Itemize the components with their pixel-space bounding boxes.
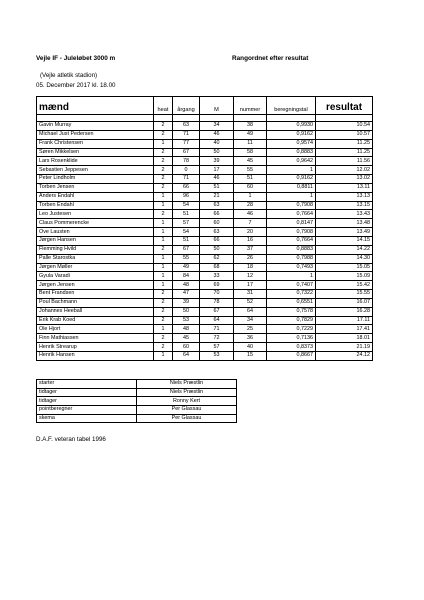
age-factor-cell: 0,7578 bbox=[267, 307, 316, 316]
age-factor-cell: 0,8667 bbox=[267, 351, 316, 360]
birth-year-cell: 71 bbox=[173, 175, 200, 184]
result-time-cell: 15.42 bbox=[316, 281, 373, 290]
result-row bbox=[37, 175, 373, 184]
athlete-name-cell: Lars Rosenklide bbox=[37, 157, 154, 166]
athlete-name-cell: Henrik Hansen bbox=[37, 351, 154, 360]
result-row bbox=[37, 157, 373, 166]
heat-cell: 2 bbox=[154, 122, 173, 131]
heat-cell: 1 bbox=[154, 281, 173, 290]
age-m-cell: 66 bbox=[200, 210, 234, 219]
result-time-cell: 15.05 bbox=[316, 263, 373, 272]
heat-cell: 2 bbox=[154, 148, 173, 157]
age-factor-cell: 0,6551 bbox=[267, 298, 316, 307]
result-row bbox=[37, 148, 373, 157]
athlete-name-cell: Palle Starostka bbox=[37, 254, 154, 263]
athlete-name-cell: Ove Lausten bbox=[37, 228, 154, 237]
official-row bbox=[37, 388, 237, 397]
birth-year-cell: 51 bbox=[173, 236, 200, 245]
athlete-name-cell: Flemming Hvild bbox=[37, 245, 154, 254]
heat-cell: 1 bbox=[154, 219, 173, 228]
bib-number-cell: 34 bbox=[234, 316, 267, 325]
officials-table bbox=[36, 379, 237, 423]
officials-body bbox=[37, 380, 237, 423]
result-time-cell: 13.43 bbox=[316, 210, 373, 219]
result-time-cell: 13.13 bbox=[316, 192, 373, 201]
birth-year-cell: 53 bbox=[173, 316, 200, 325]
result-time-cell: 15.55 bbox=[316, 290, 373, 299]
result-row bbox=[37, 139, 373, 148]
athlete-name-cell: Gavin Murray bbox=[37, 122, 154, 131]
heat-cell: 1 bbox=[154, 236, 173, 245]
date-time-text: 05. December 2017 kl. 18.00 bbox=[36, 82, 116, 89]
athlete-name-cell: Anders Endahl bbox=[37, 192, 154, 201]
age-factor-cell: 0,7988 bbox=[267, 254, 316, 263]
heat-cell: 2 bbox=[154, 290, 173, 299]
heat-cell: 2 bbox=[154, 166, 173, 175]
age-factor-cell: 0,9642 bbox=[267, 157, 316, 166]
official-row bbox=[37, 414, 237, 423]
age-m-cell: 68 bbox=[200, 263, 234, 272]
result-row bbox=[37, 281, 373, 290]
age-m-cell: 46 bbox=[200, 130, 234, 139]
bib-number-cell: 20 bbox=[234, 228, 267, 237]
age-factor-cell: 0,8811 bbox=[267, 183, 316, 192]
result-time-cell: 11.56 bbox=[316, 157, 373, 166]
result-row bbox=[37, 316, 373, 325]
athlete-name-cell: Sebastien Jeppesen bbox=[37, 166, 154, 175]
age-m-cell: 39 bbox=[200, 157, 234, 166]
birth-year-cell: 51 bbox=[173, 210, 200, 219]
result-row bbox=[37, 263, 373, 272]
col-header-heat: heat bbox=[154, 97, 173, 115]
heat-cell: 1 bbox=[154, 272, 173, 281]
birth-year-cell: 55 bbox=[173, 254, 200, 263]
venue-text: (Vejle atletik stadion) bbox=[40, 72, 98, 79]
heat-cell: 2 bbox=[154, 130, 173, 139]
age-m-cell: 57 bbox=[200, 343, 234, 352]
heat-cell: 2 bbox=[154, 307, 173, 316]
age-factor-cell: 1 bbox=[267, 192, 316, 201]
age-m-cell: 50 bbox=[200, 245, 234, 254]
result-row bbox=[37, 351, 373, 360]
bib-number-cell: 49 bbox=[234, 130, 267, 139]
age-factor-cell: 0,7407 bbox=[267, 281, 316, 290]
bib-number-cell: 12 bbox=[234, 272, 267, 281]
birth-year-cell: 84 bbox=[173, 272, 200, 281]
age-factor-cell: 0,7829 bbox=[267, 316, 316, 325]
age-m-cell: 64 bbox=[200, 316, 234, 325]
bib-number-cell: 55 bbox=[234, 166, 267, 175]
result-row bbox=[37, 343, 373, 352]
heat-cell: 2 bbox=[154, 298, 173, 307]
results-header-row bbox=[37, 97, 373, 115]
bib-number-cell: 64 bbox=[234, 307, 267, 316]
age-m-cell: 17 bbox=[200, 166, 234, 175]
birth-year-cell: 49 bbox=[173, 263, 200, 272]
col-header-number: nummer bbox=[234, 97, 267, 115]
results-body bbox=[37, 115, 373, 361]
result-time-cell: 14.15 bbox=[316, 236, 373, 245]
age-factor-cell: 0,7908 bbox=[267, 201, 316, 210]
result-row bbox=[37, 236, 373, 245]
col-header-m: M bbox=[200, 97, 234, 115]
athlete-name-cell: Finn Mathiassen bbox=[37, 334, 154, 343]
birth-year-cell: 78 bbox=[173, 157, 200, 166]
results-table bbox=[36, 96, 373, 361]
age-factor-cell: 0,7322 bbox=[267, 290, 316, 299]
result-time-cell: 16.07 bbox=[316, 298, 373, 307]
age-m-cell: 67 bbox=[200, 307, 234, 316]
result-row bbox=[37, 122, 373, 131]
heat-cell: 2 bbox=[154, 316, 173, 325]
birth-year-cell: 77 bbox=[173, 139, 200, 148]
age-m-cell: 69 bbox=[200, 281, 234, 290]
age-m-cell: 53 bbox=[200, 351, 234, 360]
athlete-name-cell: Jørgen Møller bbox=[37, 263, 154, 272]
bib-number-cell: 52 bbox=[234, 298, 267, 307]
result-time-cell: 14.30 bbox=[316, 254, 373, 263]
result-row bbox=[37, 228, 373, 237]
result-time-cell: 10.54 bbox=[316, 122, 373, 131]
result-time-cell: 13.11 bbox=[316, 183, 373, 192]
birth-year-cell: 50 bbox=[173, 307, 200, 316]
bib-number-cell: 28 bbox=[234, 201, 267, 210]
bib-number-cell: 25 bbox=[234, 325, 267, 334]
age-factor-cell: 0,8883 bbox=[267, 245, 316, 254]
result-row bbox=[37, 166, 373, 175]
heat-cell: 2 bbox=[154, 334, 173, 343]
result-row bbox=[37, 219, 373, 228]
heat-cell: 2 bbox=[154, 245, 173, 254]
athlete-name-cell: Gyula Varadi bbox=[37, 272, 154, 281]
result-row bbox=[37, 254, 373, 263]
official-row bbox=[37, 397, 237, 406]
heat-cell: 1 bbox=[154, 325, 173, 334]
result-time-cell: 11.25 bbox=[316, 148, 373, 157]
bib-number-cell: 26 bbox=[234, 254, 267, 263]
official-role: tidtager bbox=[37, 388, 137, 397]
birth-year-cell: 57 bbox=[173, 219, 200, 228]
result-time-cell: 15.09 bbox=[316, 272, 373, 281]
result-row bbox=[37, 298, 373, 307]
bib-number-cell: 40 bbox=[234, 343, 267, 352]
result-row bbox=[37, 130, 373, 139]
bib-number-cell: 16 bbox=[234, 236, 267, 245]
athlete-name-cell: Erik Krab Koed bbox=[37, 316, 154, 325]
official-name: Ronny Kert bbox=[137, 397, 237, 406]
spacer-row bbox=[37, 115, 373, 122]
age-factor-cell: 0,7908 bbox=[267, 228, 316, 237]
birth-year-cell: 64 bbox=[173, 351, 200, 360]
age-factor-cell: 1 bbox=[267, 272, 316, 281]
col-header-year: årgang bbox=[173, 97, 200, 115]
age-factor-cell: 0,9930 bbox=[267, 122, 316, 131]
col-header-result: resultat bbox=[316, 97, 373, 115]
birth-year-cell: 54 bbox=[173, 228, 200, 237]
result-time-cell: 13.48 bbox=[316, 219, 373, 228]
athlete-name-cell: Poul Bachmann bbox=[37, 298, 154, 307]
col-header-factor: beregningstal bbox=[267, 97, 316, 115]
age-m-cell: 60 bbox=[200, 219, 234, 228]
heat-cell: 2 bbox=[154, 343, 173, 352]
result-row bbox=[37, 307, 373, 316]
result-time-cell: 17.11 bbox=[316, 316, 373, 325]
bib-number-cell: 17 bbox=[234, 281, 267, 290]
athlete-name-cell: Johannes Heeball bbox=[37, 307, 154, 316]
birth-year-cell: 48 bbox=[173, 281, 200, 290]
result-row bbox=[37, 334, 373, 343]
birth-year-cell: 67 bbox=[173, 245, 200, 254]
age-factor-cell: 0,7664 bbox=[267, 236, 316, 245]
bib-number-cell: 7 bbox=[234, 219, 267, 228]
official-role: skema bbox=[37, 414, 137, 423]
result-row bbox=[37, 290, 373, 299]
age-m-cell: 71 bbox=[200, 325, 234, 334]
birth-year-cell: 39 bbox=[173, 298, 200, 307]
athlete-name-cell: Torben Endahl bbox=[37, 201, 154, 210]
col-header-name: mænd bbox=[37, 97, 154, 115]
age-factor-cell: 0,7229 bbox=[267, 325, 316, 334]
age-m-cell: 66 bbox=[200, 236, 234, 245]
bib-number-cell: 11 bbox=[234, 139, 267, 148]
result-time-cell: 18.01 bbox=[316, 334, 373, 343]
age-m-cell: 46 bbox=[200, 175, 234, 184]
age-factor-cell: 0,7493 bbox=[267, 263, 316, 272]
result-row bbox=[37, 192, 373, 201]
bib-number-cell: 51 bbox=[234, 175, 267, 184]
bib-number-cell: 31 bbox=[234, 290, 267, 299]
age-factor-cell: 0,9162 bbox=[267, 130, 316, 139]
result-time-cell: 13.49 bbox=[316, 228, 373, 237]
table-source-note: D.A.F. veteran tabel 1996 bbox=[36, 436, 106, 443]
birth-year-cell: 60 bbox=[173, 343, 200, 352]
age-factor-cell: 0,9162 bbox=[267, 175, 316, 184]
official-role: tidtager bbox=[37, 397, 137, 406]
result-time-cell: 24.12 bbox=[316, 351, 373, 360]
age-m-cell: 63 bbox=[200, 228, 234, 237]
age-factor-cell: 0,8373 bbox=[267, 343, 316, 352]
official-row bbox=[37, 380, 237, 389]
athlete-name-cell: Ole Hjort bbox=[37, 325, 154, 334]
heat-cell: 1 bbox=[154, 228, 173, 237]
official-role: starter bbox=[37, 380, 137, 389]
official-name: Per Glassau bbox=[137, 406, 237, 415]
heat-cell: 2 bbox=[154, 210, 173, 219]
heat-cell: 1 bbox=[154, 263, 173, 272]
result-time-cell: 13.02 bbox=[316, 175, 373, 184]
age-m-cell: 72 bbox=[200, 334, 234, 343]
athlete-name-cell: Torben Jensen bbox=[37, 183, 154, 192]
athlete-name-cell: Bent Frandsen bbox=[37, 290, 154, 299]
athlete-name-cell: Leo Justesen bbox=[37, 210, 154, 219]
bib-number-cell: 36 bbox=[234, 334, 267, 343]
bib-number-cell: 1 bbox=[234, 192, 267, 201]
result-time-cell: 11.25 bbox=[316, 139, 373, 148]
age-factor-cell: 0,8147 bbox=[267, 219, 316, 228]
athlete-name-cell: Søren Mikkelsen bbox=[37, 148, 154, 157]
birth-year-cell: 71 bbox=[173, 130, 200, 139]
birth-year-cell: 66 bbox=[173, 183, 200, 192]
age-m-cell: 50 bbox=[200, 148, 234, 157]
ranking-subtitle: Rangordnet efter resultat bbox=[232, 55, 309, 62]
age-m-cell: 51 bbox=[200, 183, 234, 192]
birth-year-cell: 47 bbox=[173, 290, 200, 299]
age-m-cell: 63 bbox=[200, 201, 234, 210]
birth-year-cell: 48 bbox=[173, 325, 200, 334]
result-time-cell: 17.41 bbox=[316, 325, 373, 334]
age-m-cell: 70 bbox=[200, 290, 234, 299]
result-row bbox=[37, 210, 373, 219]
heat-cell: 2 bbox=[154, 183, 173, 192]
age-factor-cell: 0,7136 bbox=[267, 334, 316, 343]
result-time-cell: 16.28 bbox=[316, 307, 373, 316]
athlete-name-cell: Henrik Strearup bbox=[37, 343, 154, 352]
birth-year-cell: 63 bbox=[173, 122, 200, 131]
result-row bbox=[37, 245, 373, 254]
heat-cell: 1 bbox=[154, 192, 173, 201]
heat-cell: 1 bbox=[154, 201, 173, 210]
result-time-cell: 13.15 bbox=[316, 201, 373, 210]
official-row bbox=[37, 406, 237, 415]
result-time-cell: 21.19 bbox=[316, 343, 373, 352]
age-factor-cell: 0,8883 bbox=[267, 148, 316, 157]
age-m-cell: 34 bbox=[200, 122, 234, 131]
bib-number-cell: 58 bbox=[234, 148, 267, 157]
athlete-name-cell: Claus Pommerencke bbox=[37, 219, 154, 228]
birth-year-cell: 67 bbox=[173, 148, 200, 157]
race-title: Vejle IF - Juleløbet 3000 m bbox=[36, 55, 116, 62]
age-m-cell: 33 bbox=[200, 272, 234, 281]
age-factor-cell: 0,9574 bbox=[267, 139, 316, 148]
bib-number-cell: 38 bbox=[234, 122, 267, 131]
age-m-cell: 40 bbox=[200, 139, 234, 148]
bib-number-cell: 46 bbox=[234, 210, 267, 219]
official-name: Niels Præstlin bbox=[137, 388, 237, 397]
athlete-name-cell: Frank Christensen bbox=[37, 139, 154, 148]
heat-cell: 1 bbox=[154, 351, 173, 360]
bib-number-cell: 18 bbox=[234, 263, 267, 272]
result-time-cell: 10.57 bbox=[316, 130, 373, 139]
result-row bbox=[37, 325, 373, 334]
birth-year-cell: 54 bbox=[173, 201, 200, 210]
heat-cell: 1 bbox=[154, 254, 173, 263]
age-factor-cell: 1 bbox=[267, 166, 316, 175]
heat-cell: 2 bbox=[154, 157, 173, 166]
result-time-cell: 14.22 bbox=[316, 245, 373, 254]
result-row bbox=[37, 183, 373, 192]
birth-year-cell: 0 bbox=[173, 166, 200, 175]
athlete-name-cell: Jørgen Hansen bbox=[37, 236, 154, 245]
birth-year-cell: 96 bbox=[173, 192, 200, 201]
birth-year-cell: 45 bbox=[173, 334, 200, 343]
age-m-cell: 78 bbox=[200, 298, 234, 307]
result-time-cell: 12.02 bbox=[316, 166, 373, 175]
heat-cell: 1 bbox=[154, 139, 173, 148]
official-name: Per Glassau bbox=[137, 414, 237, 423]
athlete-name-cell: Jørgen Jensen bbox=[37, 281, 154, 290]
result-row bbox=[37, 272, 373, 281]
age-m-cell: 62 bbox=[200, 254, 234, 263]
bib-number-cell: 45 bbox=[234, 157, 267, 166]
athlete-name-cell: Peter Lindholm bbox=[37, 175, 154, 184]
bib-number-cell: 60 bbox=[234, 183, 267, 192]
age-m-cell: 21 bbox=[200, 192, 234, 201]
bib-number-cell: 37 bbox=[234, 245, 267, 254]
official-role: pointberegner bbox=[37, 406, 137, 415]
heat-cell: 2 bbox=[154, 175, 173, 184]
bib-number-cell: 15 bbox=[234, 351, 267, 360]
official-name: Niels Præstlin bbox=[137, 380, 237, 389]
result-row bbox=[37, 201, 373, 210]
athlete-name-cell: Michael Just Pedersen bbox=[37, 130, 154, 139]
age-factor-cell: 0,7664 bbox=[267, 210, 316, 219]
